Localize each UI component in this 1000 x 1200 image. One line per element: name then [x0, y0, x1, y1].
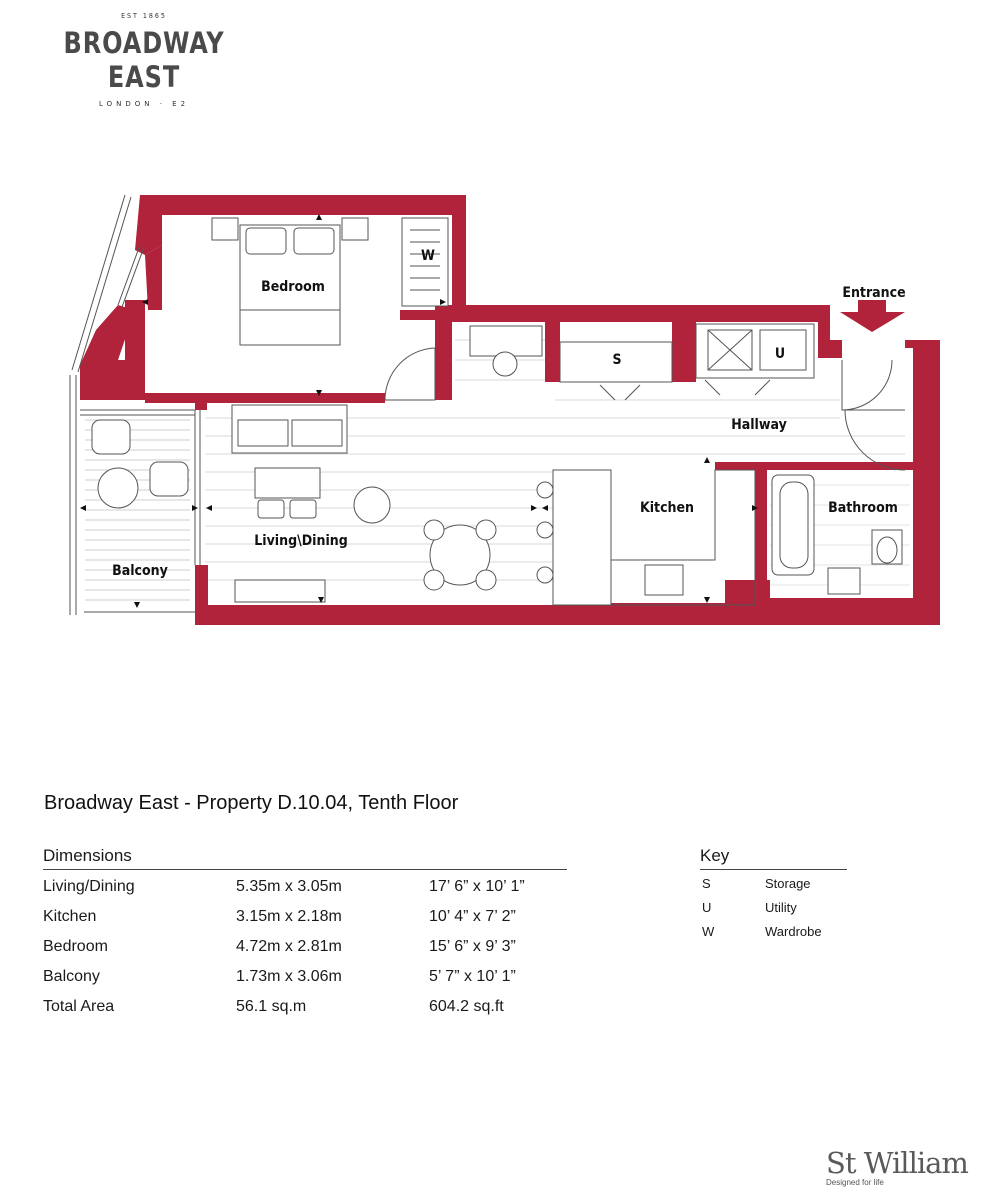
living-corner: [195, 400, 207, 410]
floor-plan: [0, 180, 1000, 640]
table-row: [43, 930, 567, 960]
room-label-bedroom: Bedroom: [261, 279, 325, 295]
dimensions-heading: Dimensions: [43, 846, 567, 870]
key-item: [700, 870, 847, 894]
broadway-east-logo: [44, 12, 244, 108]
table-row: [43, 870, 567, 900]
bathroom-basin: [828, 568, 860, 594]
storage-left-wall: [545, 322, 560, 382]
st-william-logo: [826, 1146, 968, 1187]
entrance-arrow-stem: [858, 300, 886, 314]
imperial-size: 17’ 6” x 10’ 1”: [429, 878, 525, 895]
balcony-furniture: [92, 420, 188, 508]
toilet: [872, 530, 902, 564]
bedroom-right-wall: [435, 305, 452, 400]
room-name: Balcony: [43, 968, 100, 985]
round-dining-table: [424, 520, 496, 590]
key-heading: Key: [700, 846, 847, 870]
bedroom-bottom-wall: [145, 393, 385, 403]
imperial-size: 604.2 sq.ft: [429, 998, 504, 1015]
right-wall: [913, 340, 940, 625]
metric-size: 3.15m x 2.18m: [236, 908, 342, 925]
bathroom-left-wall: [755, 470, 767, 585]
bedroom-door: [385, 348, 435, 400]
room-label-kitchen: Kitchen: [639, 500, 695, 516]
imperial-size: 15’ 6” x 9’ 3”: [429, 938, 516, 955]
table-row: [43, 900, 567, 930]
entrance-left-jamb: [818, 340, 842, 358]
tv-unit: [235, 580, 325, 602]
wardrobe-tag: W: [421, 248, 435, 264]
desk: [470, 326, 542, 376]
storage-doors: [600, 385, 640, 400]
logo-established: EST 1865: [121, 12, 167, 20]
entrance-arrow: [840, 312, 905, 332]
key-item: [700, 918, 847, 942]
key-label: Wardrobe: [765, 924, 822, 939]
armchair: [354, 487, 390, 523]
room-name: Living/Dining: [43, 878, 135, 895]
key-table: [700, 846, 847, 942]
utility-left-wall: [672, 322, 696, 382]
room-name: Kitchen: [43, 908, 97, 925]
key-item: [700, 894, 847, 918]
table-row: [43, 990, 567, 1020]
entrance-right-jamb: [905, 340, 940, 348]
logo-name: BROADWAY EAST: [63, 26, 225, 94]
logo-location: LONDON · E2: [98, 100, 190, 108]
key-code: S: [702, 876, 711, 891]
room-name: Total Area: [43, 998, 115, 1015]
imperial-size: 10’ 4” x 7’ 2”: [429, 908, 516, 925]
room-label-hallway: Hallway: [731, 417, 787, 433]
brand-name: St William: [826, 1146, 968, 1180]
room-label-bathroom: Bathroom: [828, 500, 898, 516]
room-name: Bedroom: [43, 938, 108, 955]
utility-cupboard: [696, 324, 814, 378]
table-row: [43, 960, 567, 990]
utility-tag: U: [774, 346, 786, 362]
room-label-entrance: Entrance: [842, 285, 906, 301]
metric-size: 4.72m x 2.81m: [236, 938, 342, 955]
utility-doors: [705, 380, 770, 395]
key-label: Storage: [765, 876, 811, 891]
property-title: Broadway East - Property D.10.04, Tenth Floor: [44, 792, 459, 814]
bedroom-lower-left-wall: [125, 300, 145, 400]
dimensions-table: [43, 846, 567, 1020]
brand-tagline: Designed for life: [826, 1178, 884, 1187]
key-label: Utility: [765, 900, 797, 915]
metric-size: 56.1 sq.m: [236, 998, 307, 1015]
room-label-living-dining: Living\Dining: [254, 533, 348, 549]
metric-size: 5.35m x 3.05m: [236, 878, 342, 895]
room-label-balcony: Balcony: [112, 563, 168, 579]
key-code: W: [702, 924, 715, 939]
glazing: [70, 195, 200, 615]
sofa: [232, 405, 347, 453]
metric-size: 1.73m x 3.06m: [236, 968, 342, 985]
key-code: U: [702, 900, 712, 915]
imperial-size: 5’ 7” x 10’ 1”: [429, 968, 516, 985]
bathtub: [772, 475, 814, 575]
storage-tag: S: [612, 352, 622, 368]
